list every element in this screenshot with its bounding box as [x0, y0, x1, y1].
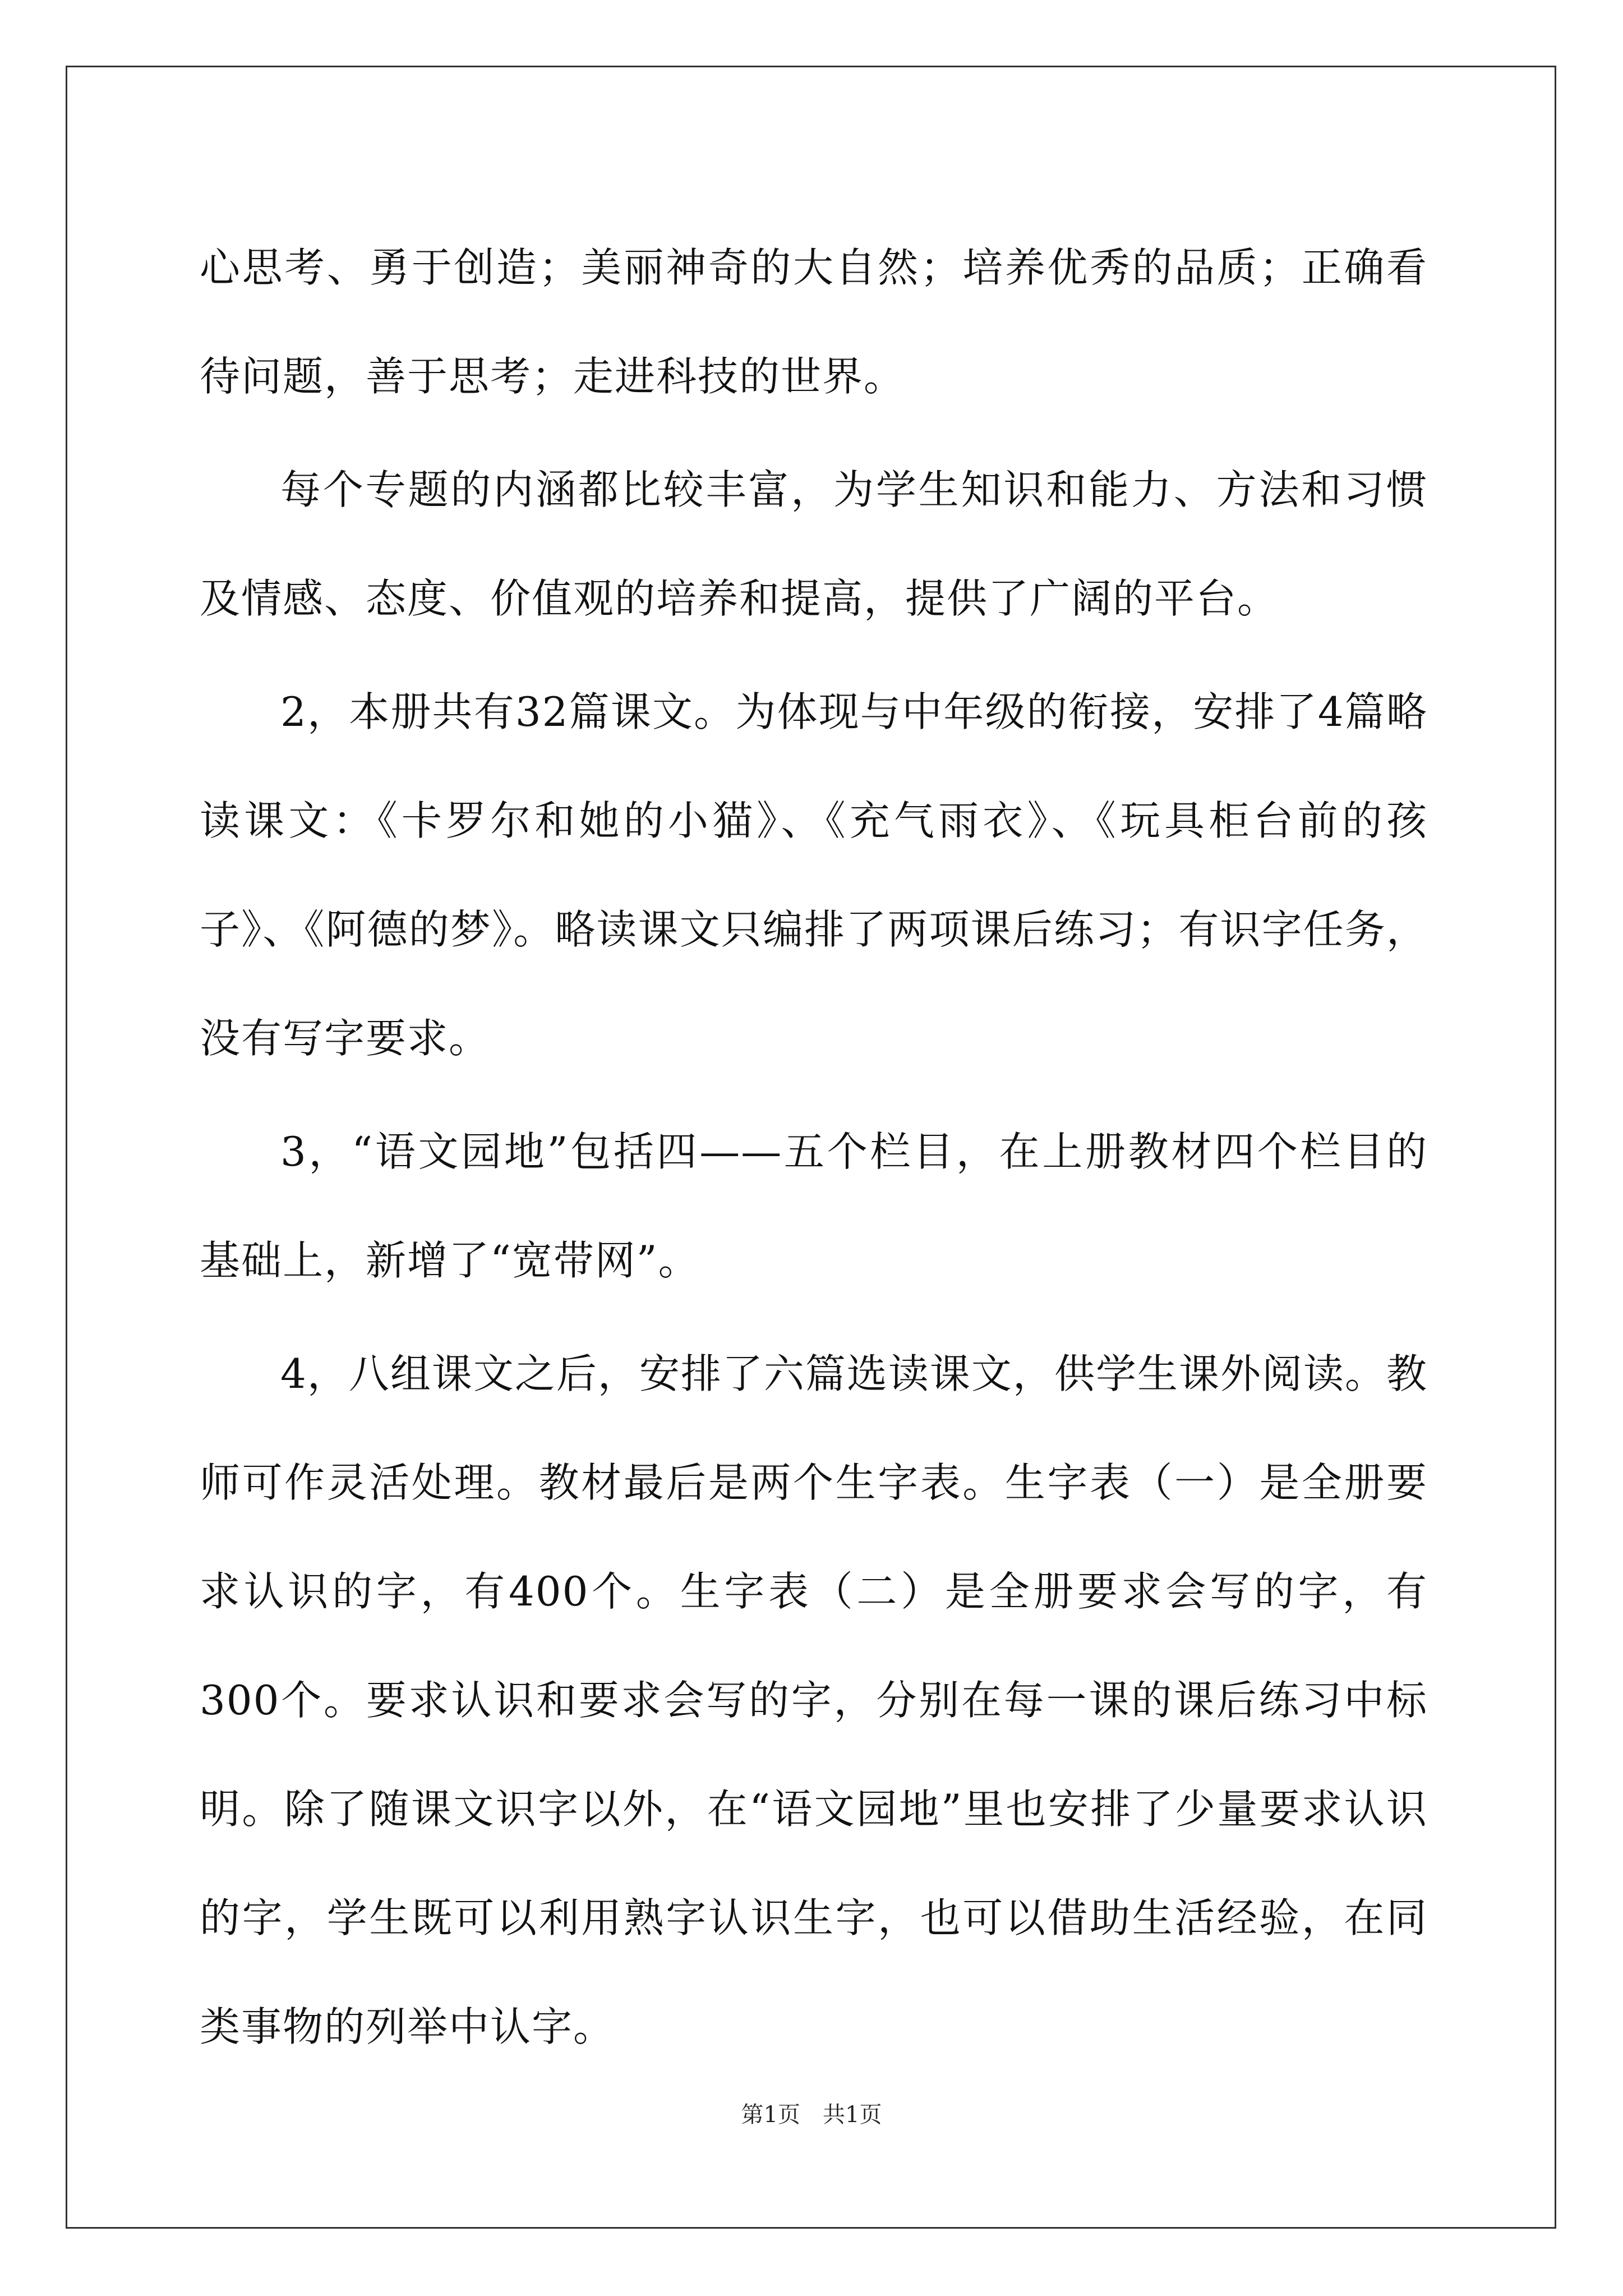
paragraph-3: 2，本册共有32篇课文。为体现与中年级的衔接，安排了4篇略读课文：《卡罗尔和她的小猫》、《充气雨衣》、《玩具柜台前的孩子》、《阿德的梦》。略读课文只编排了两项课后练习；有识字任务，没有写字要求。 — [200, 688, 1428, 1062]
paragraph-1: 心思考、勇于创造；美丽神奇的大自然；培养优秀的品质；正确看待问题，善于思考；走进科技的世界。 — [200, 244, 1428, 400]
paragraph-4: 3，“语文园地”包括四——五个栏目，在上册教材四个栏目的基础上，新增了“宽带网”。 — [200, 1128, 1428, 1284]
paragraph-5: 4，八组课文之后，安排了六篇选读课文，供学生课外阅读。教师可作灵活处理。教材最后是两个生字表。生字表（一）是全册要求认识的字，有400个。生字表（二）是全册要求会写的字，有300个。要求认识和要求会写的字，分别在每一课的课后练习中标明。除了随课文识字以外，在“语文园地”里也安排了少量要求认识的字，学生既可以利用熟字认识生字，也可以借助生活经验，在同类事物的列举中认字。 — [200, 1350, 1428, 2050]
paragraph-2: 每个专题的内涵都比较丰富，为学生知识和能力、方法和习惯及情感、态度、价值观的培养和提高，提供了广阔的平台。 — [200, 466, 1428, 622]
document-body — [200, 213, 1428, 2081]
page-footer: 第1页 共1页 — [741, 2102, 882, 2128]
